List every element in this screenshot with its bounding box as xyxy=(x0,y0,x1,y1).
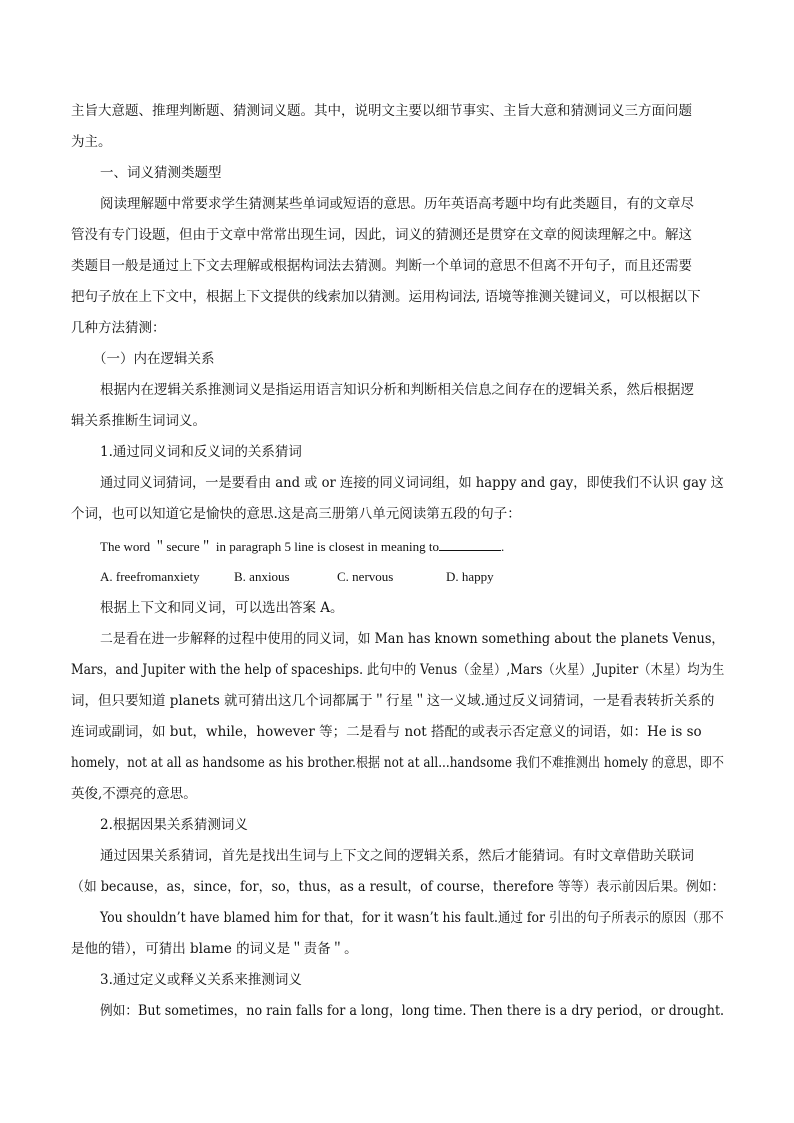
paragraph-line: 主旨大意题、推理判断题、猜测词义题。其中，说明文主要以细节事实、主旨大意和猜测词义三方面问题 xyxy=(71,103,692,119)
paragraph-line: 是他的错），可猜出 blame 的词义是＂责备＂。 xyxy=(71,941,358,957)
paragraph-line: 根据内在逻辑关系推测词义是指运用语言知识分析和判断相关信息之间存在的逻辑关系，然后根据逻 xyxy=(100,382,694,398)
item-heading: 1.通过同义词和反义词的关系猜词 xyxy=(100,444,302,460)
paragraph-line: 二是看在进一步解释的过程中使用的同义词，如 Man has known something about the planets Venus， xyxy=(100,631,725,647)
paragraph-line: 辑关系推断生词词义。 xyxy=(71,413,206,429)
question-period: . xyxy=(501,539,505,554)
question-stem xyxy=(100,536,504,557)
paragraph-line: 例如：But sometimes，no rain falls for a long，long time. Then there is a dry period，or drought. xyxy=(100,1003,725,1019)
paragraph-line: 连词或副词，如 but，while，however 等；二是看与 not 搭配的或表示否定意义的词语，如：He is so xyxy=(71,724,702,740)
paragraph-line: homely，not at all as handsome as his brother.根据 not at all...handsome 我们不难推测出 homely 的意思，即不 xyxy=(71,755,724,771)
paragraph-line: 通过因果关系猜词，首先是找出生词与上下文之间的逻辑关系，然后才能猜词。有时文章借助关联词 xyxy=(100,848,694,864)
paragraph-line: 为主。 xyxy=(71,134,112,150)
option-d: D. happy xyxy=(446,569,494,584)
option-a: A. freefromanxiety xyxy=(100,569,200,584)
paragraph-line: 把句子放在上下文中，根据上下文提供的线索加以猜测。运用构词法, 语境等推测关键词义，可以根据以下 xyxy=(71,289,701,305)
paragraph-line: You shouldn’t have blamed him for that，for it wasn’t his fault.通过 for 引出的句子所表示的原因（那不 xyxy=(100,910,724,926)
paragraph-line: （如 because，as，since，for，so，thus，as a result，of course，therefore 等等）表示前因后果。例如： xyxy=(71,879,725,895)
paragraph-line: 几种方法猜测： xyxy=(71,320,166,336)
paragraph-line: 英俊,不漂亮的意思。 xyxy=(71,786,197,802)
paragraph-line: Mars，and Jupiter with the help of spaceships. 此句中的 Venus（金星）,Mars（火星）,Jupiter（木星）均为生 xyxy=(71,662,725,678)
paragraph-line: 类题目一般是通过上下文去理解或根据构词法去猜测。判断一个单词的意思不但离不开句子，而且还需要 xyxy=(71,258,692,274)
option-b: B. anxious xyxy=(234,569,290,584)
subsection-heading: （一）内在逻辑关系 xyxy=(93,351,215,367)
answer-blank xyxy=(439,536,501,551)
paragraph-line: 管没有专门设题，但由于文章中常常出现生词，因此，词义的猜测还是贯穿在文章的阅读理解之中。解这 xyxy=(71,227,692,243)
section-heading: 一、词义猜测类题型 xyxy=(100,165,222,181)
item-heading: 2.根据因果关系猜测词义 xyxy=(100,817,248,833)
item-heading: 3.通过定义或释义关系来推测词义 xyxy=(100,972,302,988)
paragraph-line: 阅读理解题中常要求学生猜测某些单词或短语的意思。历年英语高考题中均有此类题目，有的文章尽 xyxy=(100,196,694,212)
paragraph-line: 通过同义词猜词，一是要看由 and 或 or 连接的同义词词组，如 happy and gay，即使我们不认识 gay 这 xyxy=(100,475,724,491)
paragraph-line: 个词，也可以知道它是愉快的意思.这是高三册第八单元阅读第五段的句子： xyxy=(71,506,521,522)
paragraph-line: 根据上下文和同义词，可以选出答案 A。 xyxy=(100,600,344,616)
paragraph-line: 词，但只要知道 planets 就可猜出这几个词都属于＂行星＂这一义域.通过反义词猜词，一是看表转折关系的 xyxy=(71,693,715,709)
question-text: The word ＂secure＂ in paragraph 5 line is closest in meaning to xyxy=(100,539,439,554)
option-c: C. nervous xyxy=(337,569,394,584)
